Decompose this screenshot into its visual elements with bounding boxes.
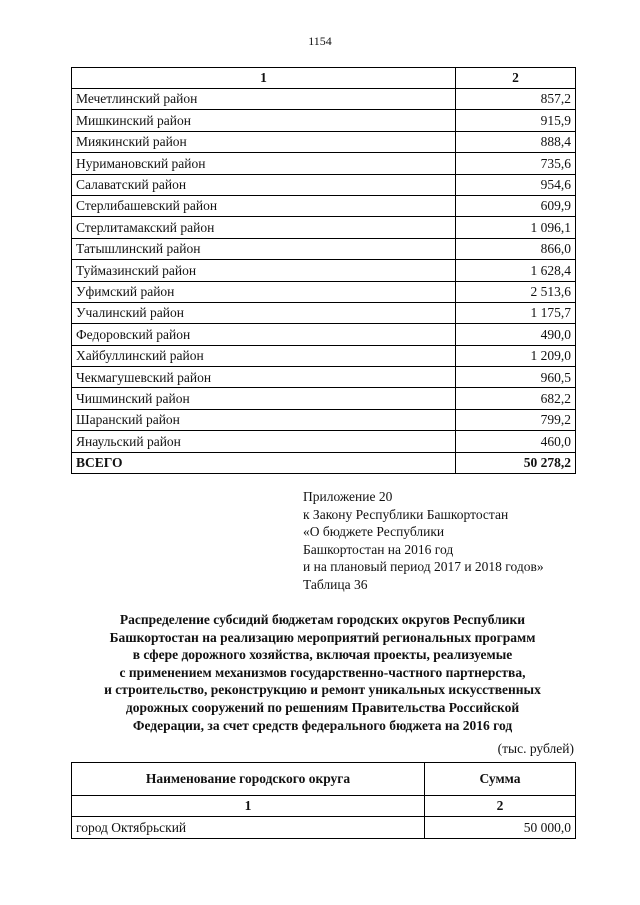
document-title — [60, 611, 585, 734]
amount-cell: 857,2 — [456, 89, 576, 110]
district-name-cell: Мечетлинский район — [72, 89, 456, 110]
district-name-cell: Уфимский район — [72, 281, 456, 302]
amount-cell: 799,2 — [456, 409, 576, 430]
district-name-cell: Стерлитамакский район — [72, 217, 456, 238]
column-number-row — [72, 796, 576, 817]
appendix-note — [303, 488, 544, 594]
district-name-cell: Салаватский район — [72, 174, 456, 195]
amount-cell: 866,0 — [456, 238, 576, 259]
table-row — [72, 345, 576, 366]
appendix-line: Приложение 20 — [303, 489, 393, 504]
amount-cell: 1 175,7 — [456, 302, 576, 323]
title-line: с применением механизмов государственно-частного партнерства, — [119, 664, 526, 680]
city-name-cell: город Октябрьский — [72, 817, 425, 839]
total-value-cell: 50 278,2 — [456, 452, 576, 473]
column-number-2: 2 — [425, 796, 576, 817]
amount-cell: 888,4 — [456, 131, 576, 152]
column-header-2: 2 — [456, 68, 576, 89]
district-name-cell: Чекмагушевский район — [72, 367, 456, 388]
page-number: 1154 — [308, 34, 332, 48]
title-line: в сфере дорожного хозяйства, включая проекты, реализуемые — [132, 647, 513, 663]
amount-cell: 1 096,1 — [456, 217, 576, 238]
district-name-cell: Федоровский район — [72, 324, 456, 345]
amount-cell: 735,6 — [456, 153, 576, 174]
table-row — [72, 302, 576, 323]
table-row — [72, 388, 576, 409]
column-number-1: 1 — [72, 796, 425, 817]
amount-cell: 609,9 — [456, 195, 576, 216]
amount-cell: 954,6 — [456, 174, 576, 195]
units-label: (тыс. рублей) — [497, 741, 574, 756]
table-header-row — [72, 68, 576, 89]
table-row — [72, 409, 576, 430]
amount-cell: 460,0 — [456, 431, 576, 452]
table-row — [72, 431, 576, 452]
amount-cell: 915,9 — [456, 110, 576, 131]
column-header-sum: Сумма — [425, 763, 576, 796]
district-name-cell: Мишкинский район — [72, 110, 456, 131]
title-line: Федерации, за счет средств федерального бюджета на 2016 год — [132, 717, 513, 733]
title-line: Распределение субсидий бюджетам городских округов Республики — [119, 612, 526, 627]
district-name-cell: Стерлибашевский район — [72, 195, 456, 216]
district-name-cell: Учалинский район — [72, 302, 456, 323]
table-row — [72, 217, 576, 238]
title-line: дорожных сооружений по решениям Правительства Российской — [125, 699, 520, 715]
amount-cell: 682,2 — [456, 388, 576, 409]
table-row — [72, 110, 576, 131]
appendix-line: и на плановый период 2017 и 2018 годов» — [303, 559, 544, 575]
district-name-cell: Янаульский район — [72, 431, 456, 452]
column-header-name: Наименование городского округа — [72, 763, 425, 796]
table-header-row — [72, 763, 576, 796]
districts-table — [71, 67, 576, 474]
appendix-line: «О бюджете Республики — [303, 524, 445, 540]
amount-cell: 490,0 — [456, 324, 576, 345]
title-line: и строительство, реконструкцию и ремонт уникальных искусственных — [104, 682, 541, 698]
table-row — [72, 89, 576, 110]
appendix-line: Таблица 36 — [303, 576, 368, 592]
amount-cell: 960,5 — [456, 367, 576, 388]
title-line: Башкортостан на реализацию мероприятий региональных программ — [109, 629, 536, 645]
subsidies-table — [71, 762, 576, 839]
amount-cell: 2 513,6 — [456, 281, 576, 302]
table-row — [72, 281, 576, 302]
table-row — [72, 174, 576, 195]
district-name-cell: Нуримановский район — [72, 153, 456, 174]
table-row — [72, 367, 576, 388]
table-row — [72, 153, 576, 174]
district-name-cell: Чишминский район — [72, 388, 456, 409]
amount-cell: 1 628,4 — [456, 260, 576, 281]
appendix-line: Башкортостан на 2016 год — [303, 541, 454, 557]
table-row — [72, 131, 576, 152]
amount-cell: 1 209,0 — [456, 345, 576, 366]
district-name-cell: Хайбуллинский район — [72, 345, 456, 366]
table-row — [72, 817, 576, 839]
table-row — [72, 238, 576, 259]
total-row — [72, 452, 576, 473]
table-row — [72, 324, 576, 345]
table-row — [72, 260, 576, 281]
district-name-cell: Туймазинский район — [72, 260, 456, 281]
total-label-cell: ВСЕГО — [72, 452, 456, 473]
district-name-cell: Татышлинский район — [72, 238, 456, 259]
appendix-line: к Закону Республики Башкортостан — [303, 506, 509, 522]
column-header-1: 1 — [72, 68, 456, 89]
district-name-cell: Шаранский район — [72, 409, 456, 430]
table-row — [72, 195, 576, 216]
amount-cell: 50 000,0 — [425, 817, 576, 839]
district-name-cell: Миякинский район — [72, 131, 456, 152]
